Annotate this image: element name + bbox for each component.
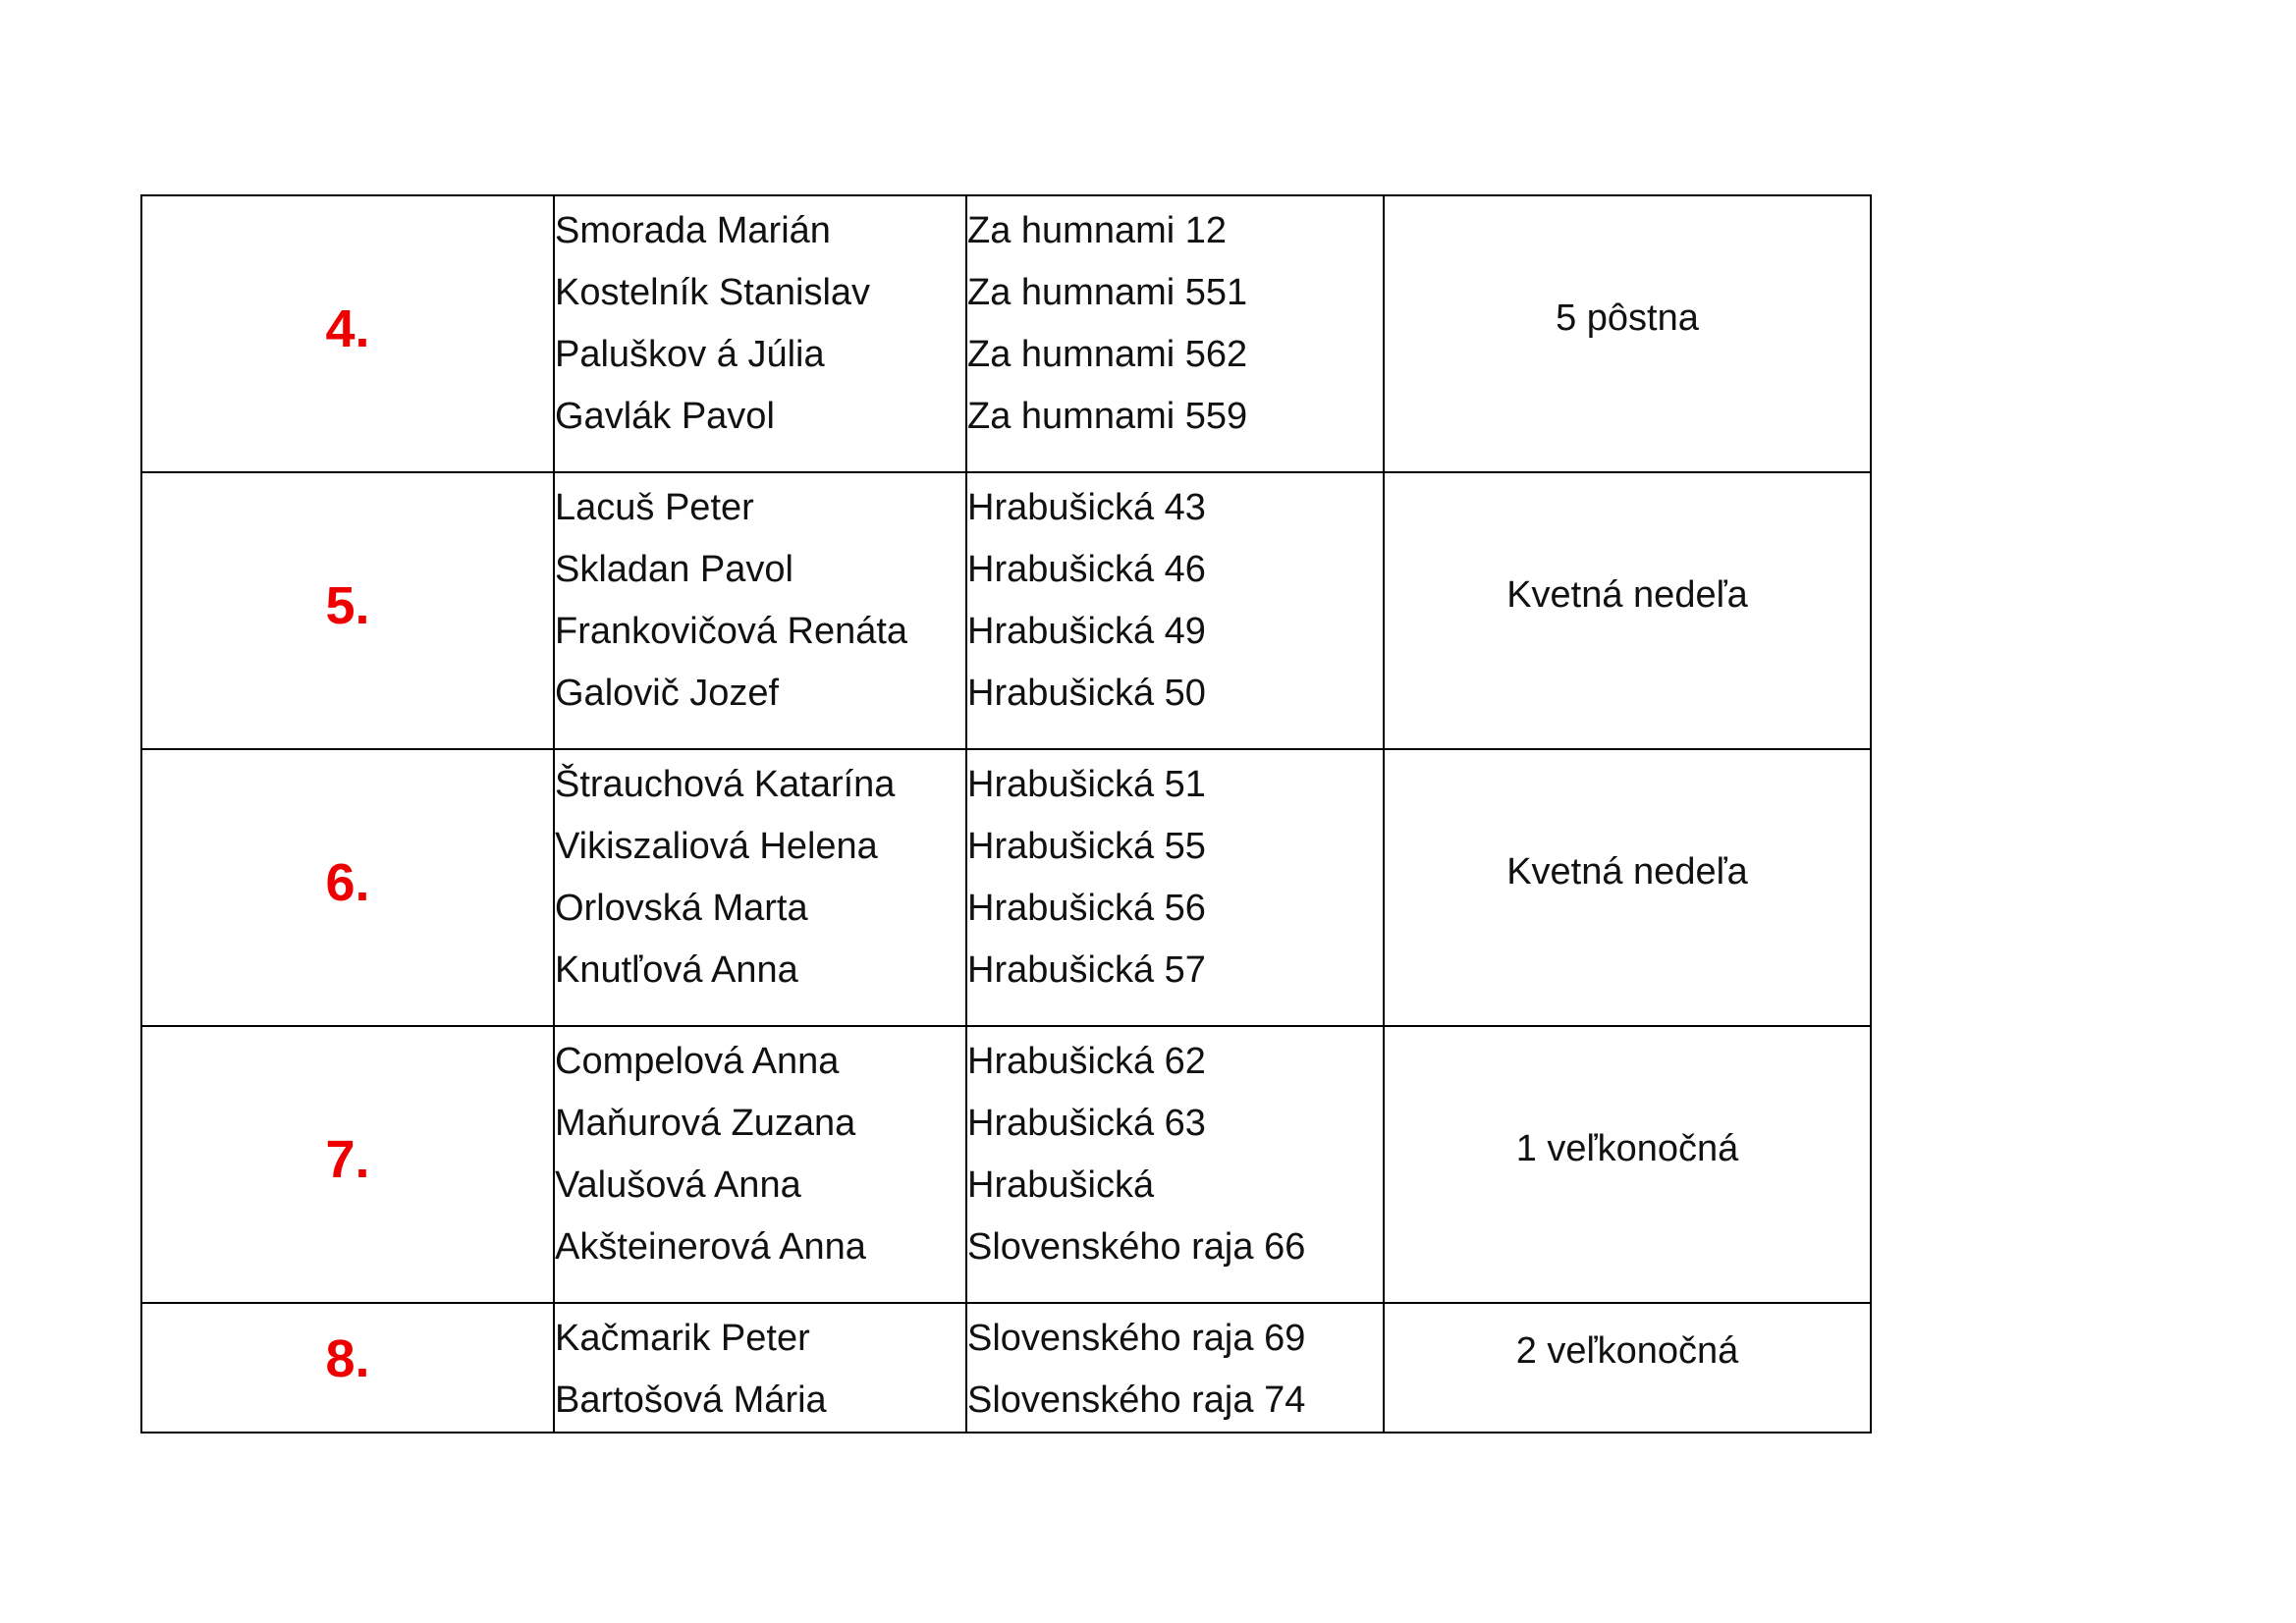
resident-address: Hrabušická 56 (967, 888, 1206, 929)
names-cell (554, 472, 966, 749)
table-row (141, 1026, 1871, 1303)
schedule-table (140, 194, 1872, 1434)
resident-name: Paluškov á Júlia (555, 334, 825, 375)
resident-name: Bartošová Mária (555, 1380, 827, 1421)
resident-address: Za humnami 12 (967, 210, 1228, 251)
resident-name: Štrauchová Katarína (555, 764, 896, 805)
resident-address: Hrabušická 50 (967, 673, 1206, 714)
resident-address: Hrabušická 51 (967, 764, 1206, 805)
sunday-label: Kvetná nedeľa (1506, 573, 1748, 616)
table-row (141, 195, 1871, 472)
date-cell (1384, 1303, 1871, 1433)
group-number: 4. (325, 299, 370, 358)
resident-address: Za humnami 562 (967, 334, 1248, 375)
resident-address: Hrabušická 57 (967, 949, 1206, 991)
resident-address: Hrabušická 49 (967, 611, 1206, 652)
resident-name: Galovič Jozef (555, 673, 780, 714)
sunday-label: 1 veľkonočná (1515, 1127, 1739, 1169)
date-cell (1384, 749, 1871, 1026)
resident-address: Hrabušická 43 (967, 487, 1206, 528)
addresses-cell (966, 472, 1384, 749)
resident-name: Skladan Pavol (555, 549, 793, 590)
sunday-label: 2 veľkonočná (1515, 1329, 1739, 1372)
resident-name: Akšteinerová Anna (555, 1226, 866, 1268)
resident-address: Hrabušická 46 (967, 549, 1206, 590)
resident-address: Za humnami 551 (967, 272, 1248, 313)
table-row (141, 749, 1871, 1026)
names-cell (554, 1026, 966, 1303)
names-cell (554, 1303, 966, 1433)
resident-address: Hrabušická (967, 1164, 1155, 1206)
resident-name: Smorada Marián (555, 210, 831, 251)
resident-name: Compelová Anna (555, 1041, 840, 1082)
sunday-label: 5 pôstna (1556, 297, 1699, 339)
sunday-label: Kvetná nedeľa (1506, 850, 1748, 893)
resident-address: Hrabušická 63 (967, 1103, 1206, 1144)
resident-name: Kostelník Stanislav (555, 272, 871, 313)
resident-name: Kačmarik Peter (555, 1318, 810, 1359)
resident-name: Knutľová Anna (555, 949, 798, 991)
group-number: 7. (325, 1130, 370, 1189)
names-cell (554, 195, 966, 472)
group-number: 6. (325, 853, 370, 912)
resident-name: Vikiszaliová Helena (555, 826, 878, 867)
date-cell (1384, 195, 1871, 472)
group-number-cell (141, 472, 554, 749)
resident-address: Za humnami 559 (967, 396, 1248, 437)
table-row (141, 1303, 1871, 1433)
date-cell (1384, 472, 1871, 749)
group-number: 8. (325, 1329, 370, 1388)
addresses-cell (966, 1026, 1384, 1303)
group-number-cell (141, 1026, 554, 1303)
table-row (141, 472, 1871, 749)
resident-name: Orlovská Marta (555, 888, 808, 929)
resident-address: Hrabušická 62 (967, 1041, 1206, 1082)
resident-name: Gavlák Pavol (555, 396, 775, 437)
date-cell (1384, 1026, 1871, 1303)
resident-name: Maňurová Zuzana (555, 1103, 856, 1144)
group-number-cell (141, 195, 554, 472)
resident-name: Valušová Anna (555, 1164, 801, 1206)
names-cell (554, 749, 966, 1026)
addresses-cell (966, 749, 1384, 1026)
resident-address: Slovenského raja 74 (967, 1380, 1306, 1421)
resident-address: Slovenského raja 66 (967, 1226, 1306, 1268)
resident-address: Hrabušická 55 (967, 826, 1206, 867)
addresses-cell (966, 195, 1384, 472)
resident-address: Slovenského raja 69 (967, 1318, 1306, 1359)
resident-name: Lacuš Peter (555, 487, 754, 528)
group-number: 5. (325, 576, 370, 635)
resident-name: Frankovičová Renáta (555, 611, 908, 652)
group-number-cell (141, 749, 554, 1026)
group-number-cell (141, 1303, 554, 1433)
addresses-cell (966, 1303, 1384, 1433)
